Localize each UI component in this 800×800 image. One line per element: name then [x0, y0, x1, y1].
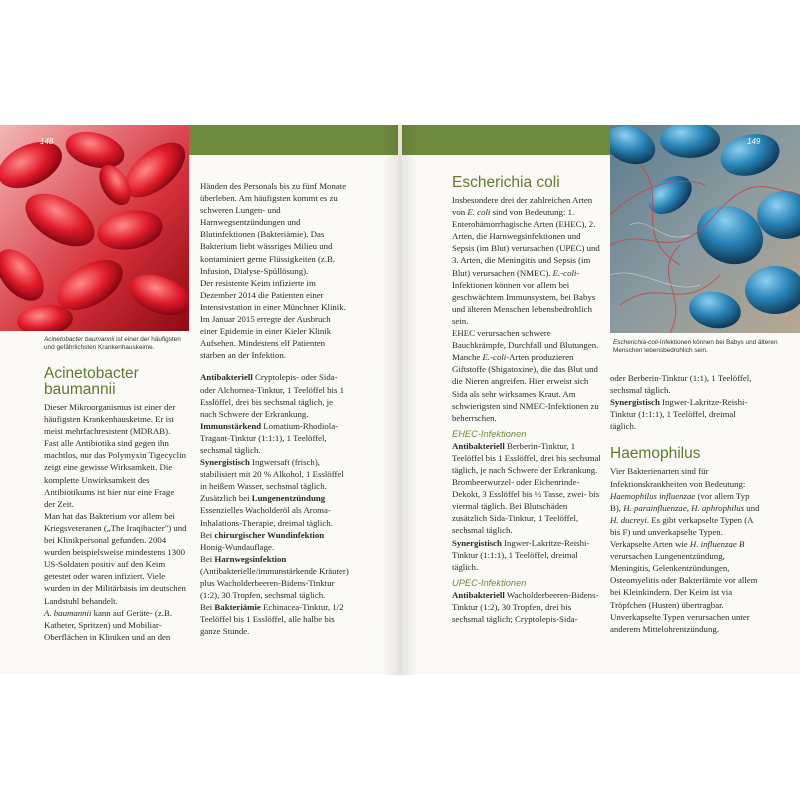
remedy-harnweg: [200, 553, 350, 601]
spine-shadow-left: [382, 125, 398, 675]
remedy-text: Ingwersaft (frisch), stabilisiert mit 20 % Alkohol, 1 Esslöffel in heißem Wasser, sechsmal täglich.: [200, 457, 344, 492]
subheading-upec: UPEC-Infektionen: [452, 577, 527, 588]
remedy-text: Ingwer-Lakritze-Reishi-Tinktur (1:1:1), 1 Teelöffel, dreimal täglich.: [610, 397, 748, 432]
remedy-label: Antibakteriell: [452, 440, 505, 451]
paragraph-text: kann auf Geräte- (z.B. Katheter, Spritzen) und Mobiliar-Oberflächen in Kliniken und an den: [44, 607, 173, 642]
remedy-label: Harnwegsinfektion: [214, 553, 287, 564]
remedy-prefix: Bei: [200, 602, 215, 613]
remedy-immun: [200, 420, 350, 456]
remedy-lunge: [200, 492, 350, 528]
remedy-text: Wacholderbeeren-Bidens-Tinktur (1:2), 30 Tropfen, drei bis sechsmal täglich; Cryptolepis-Sida-: [452, 589, 599, 624]
remedy-text: Echinacea-Tinktur, 1/2 Teelöffel bis 1 Esslöffel, alle halbe bis ganze Stunde.: [200, 602, 344, 637]
remedy-text: Ingwer-Lakritze-Reishi-Tinktur (1:1:1), 1 Teelöffel, dreimal täglich.: [452, 537, 590, 572]
caption-italic: Acinetobacter baumannii: [44, 336, 115, 343]
paragraph: oder Berberin-Tinktur (1:1), 1 Teelöffel, sechsmal täglich.: [610, 373, 752, 396]
paragraph: Dieser Mikroorganismus ist einer der häufigsten Krankenhauskeime. Er ist meist mehrfachresistent (MDRAB). Fast alle Antibiotika sind gegen ihn machtlos, nur das Polymyxin Tigecyclin zeigt eine gewisse Wirksamkeit. Die komplette Unwirksamkeit des Antibiotikums ist hier nur eine Frage der Zeit.: [44, 402, 186, 509]
heading-line2: baumannii: [44, 381, 116, 398]
remedy-prefix: Bei: [200, 553, 215, 564]
species-name: A. baumannii: [44, 607, 92, 618]
remedy-label: Antibakteriell: [452, 589, 505, 600]
remedy-synergistisch: [610, 396, 760, 432]
remedy-text: Honig-Wundauflage.: [200, 541, 275, 552]
acinetobacter-image: [0, 125, 189, 331]
header-band-left: [189, 125, 398, 155]
paragraph-text: -Arten produzieren Giftstoffe (Shigatoxine), die das Blut und die Nieren angreifen. Hier erweist sich Sida als sehr wirksames Kraut. Am schwierigsten sind NMEC-Infektionen zu beherrschen.: [452, 352, 599, 423]
ecoli-image: [610, 125, 800, 333]
paragraph-text: verursachen Lungenentzündung, Meningitis, Gelenkentzündungen, Osteomyelitis oder Bakteriämie vor allem bei Kleinkindern. Der Keim ist via Tröpfchen (Husten) übertragbar.: [610, 551, 758, 610]
left-column-1: [44, 366, 187, 643]
remedy-text: (Antibakterielle/immunstärkende Kräuter) plus Wacholderbeeren-Bidens-Tinktur (1:2), 30 Tropfen, sechsmal täglich.: [200, 565, 349, 601]
caption-italic: Escherichia-coli: [613, 339, 658, 346]
heading-line1: Acinetobacter: [44, 365, 139, 382]
photo-caption-left: [44, 336, 184, 353]
right-column-2: [610, 372, 760, 635]
paragraph: [44, 607, 187, 643]
remedy-text: Berberin-Tinktur, 1 Teelöffel bis 1 Esslöffel, drei bis sechsmal täglich, je nach Schwere der Erkrankung. Brombeerwurzel- oder Eichenrinde-Dekokt, 3 Esslöffel bis ½ Tasse, zwei- bis viermal täglich. Bei Blutschäden zusätzlich Sida-Tinktur, 1 Teelöffel, sechsmal täglich.: [452, 440, 601, 536]
remedy-text: Cryptolepis- oder Sida- oder Alchornea-Tinktur, 1 Teelöffel bis 1 Esslöffel, drei bis sechsmal täglich, je nach Schwere der Erkrankung.: [200, 372, 344, 419]
page-number-right: 149: [747, 137, 761, 146]
section-heading-haemophilus: Haemophilus: [610, 445, 701, 463]
paragraph-text: sind von Bedeutung: 1. Enterohämorrhagische Arten (EHEC), 2. Arten, die Harnwegsinfektionen und Sepsis (im Blut) verursachen (UPEC) und 3. Arten, die Meningitis und Sepsis (im Blut) verursachen (NMEC).: [452, 207, 600, 278]
paragraph-text: (vor allem Typ B),: [610, 490, 750, 513]
species-name: E.-coli: [482, 352, 507, 363]
spine-shadow-right: [402, 125, 418, 675]
species-name: Haemophilus influenzae: [610, 490, 696, 501]
header-band-right: [402, 125, 610, 155]
remedy-label: chirurgischer Wundinfektion: [214, 529, 325, 540]
remedy-antibakteriell: [200, 371, 350, 419]
remedy-label: Synergistisch: [452, 537, 502, 548]
section-heading-acinetobacter: [44, 366, 187, 398]
paragraph: [452, 194, 602, 327]
remedy-prefix: Zusätzlich bei: [200, 493, 252, 504]
species-name: H. parainfluenzae: [623, 502, 687, 513]
paragraph-text: . Es gibt verkapselte Typen (A bis F) und unverkapselte Typen. Verkapselte Arten wie: [610, 514, 754, 550]
remedy-label: Immunstärkend: [200, 420, 262, 431]
paragraph: Der resistente Keim infizierte im Dezember 2014 die Patienten einer Intensivstation in einer Münchner Klinik. Im Januar 2015 erregte der Ausbruch einer Epidemie in einer Kieler Klinik Aufsehen. Mindestens elf Patienten starben an der Infektion.: [200, 277, 346, 361]
remedy-synergistisch: [452, 537, 602, 573]
remedy-label: Antibakteriell: [200, 372, 253, 383]
remedy-antibakteriell: [452, 440, 602, 537]
right-column-1: [452, 175, 602, 625]
caption-text: -Infektionen können bei Babys und älteren Menschen lebensbedrohlich sein.: [613, 339, 778, 355]
left-page: [0, 125, 398, 675]
paragraph-text: Vier Bakterienarten sind für Infektionskrankheiten von Bedeutung:: [610, 466, 746, 489]
remedy-label: Synergistisch: [610, 397, 660, 408]
remedy-antibakteriell: [452, 589, 602, 625]
remedy-label: Lungenentzündung: [251, 493, 326, 504]
paragraph-text: und: [744, 502, 760, 513]
section-heading-ecoli: Escherichia coli: [452, 174, 560, 191]
page-number-left: 148: [40, 137, 54, 146]
species-name: E. coli: [467, 207, 491, 218]
species-name: H. aphrophilus: [691, 502, 745, 513]
paragraph-text: ,: [686, 502, 692, 513]
left-column-2: [200, 180, 350, 637]
species-name: H. ducreyi: [610, 514, 647, 525]
remedy-text: Lomatium-Rhodiola-Tragant-Tinktur (1:1:1), 1 Teelöffel, sechsmal täglich.: [200, 420, 339, 455]
remedy-wunde: [200, 529, 350, 553]
bacteria-photo-right: [610, 125, 800, 333]
remedy-label: Bakteriämie: [214, 602, 261, 613]
paragraph-text: -Infektionen können vor allem bei geschwächtem Immunsystem, bei Babys und älteren Menschen lebensbedrohlich sein.: [452, 267, 596, 326]
right-page: [402, 125, 800, 675]
remedy-label: Synergistisch: [200, 457, 250, 468]
paragraph-text: Insbesondere drei der zahlreichen Arten von: [452, 195, 593, 218]
remedy-prefix: Bei: [200, 529, 215, 540]
bacteria-photo-left: [0, 125, 189, 331]
species-name: H. influenzae B: [689, 539, 745, 550]
subheading-ehec: EHEC-Infektionen: [452, 428, 527, 439]
remedy-bakteriaemie: [200, 601, 350, 637]
paragraph: Händen des Personals bis zu fünf Monate überleben. Am häufigsten kommt es zu schweren Lungen- und Harnwegsentzündungen und Blutinfektionen (Bakteriämie). Das Bakterium liebt wässriges Milieu und kontaminiert gerne Flüssigkeiten (z.B. Infusion, Dialyse-Spüllösung).: [200, 181, 347, 276]
paragraph-text: EHEC verursachen schwere Bauchkrämpfe, Durchfall und Blutungen. Manche: [452, 328, 599, 363]
species-name: E.-coli: [552, 267, 577, 278]
caption-text: ist einer der häufigsten und gefährlichsten Krankenhauskeime.: [44, 336, 181, 352]
photo-caption-right: [613, 339, 793, 356]
remedy-synergistisch: [200, 456, 350, 492]
paragraph: [452, 327, 602, 424]
remedy-text: Essenzielles Wacholderöl als Aroma-Inhalations-Therapie, dreimal täglich.: [200, 505, 333, 528]
paragraph: Unverkapselte Typen verursachen unter anderem Mittelohrentzündung.: [610, 611, 750, 634]
paragraph: Man hat das Bakterium vor allem bei Kriegsveteranen („The Iraqibacter") und bei Klinikpersonal gefunden. 2004 wurden beispielsweise mindestens 1300 US-Soldaten positiv auf den Keim getestet oder waren infiziert. Viele wurden in der Militärbasis im deutschen Landstuhl behandelt.: [44, 510, 187, 606]
paragraph: [610, 465, 760, 610]
